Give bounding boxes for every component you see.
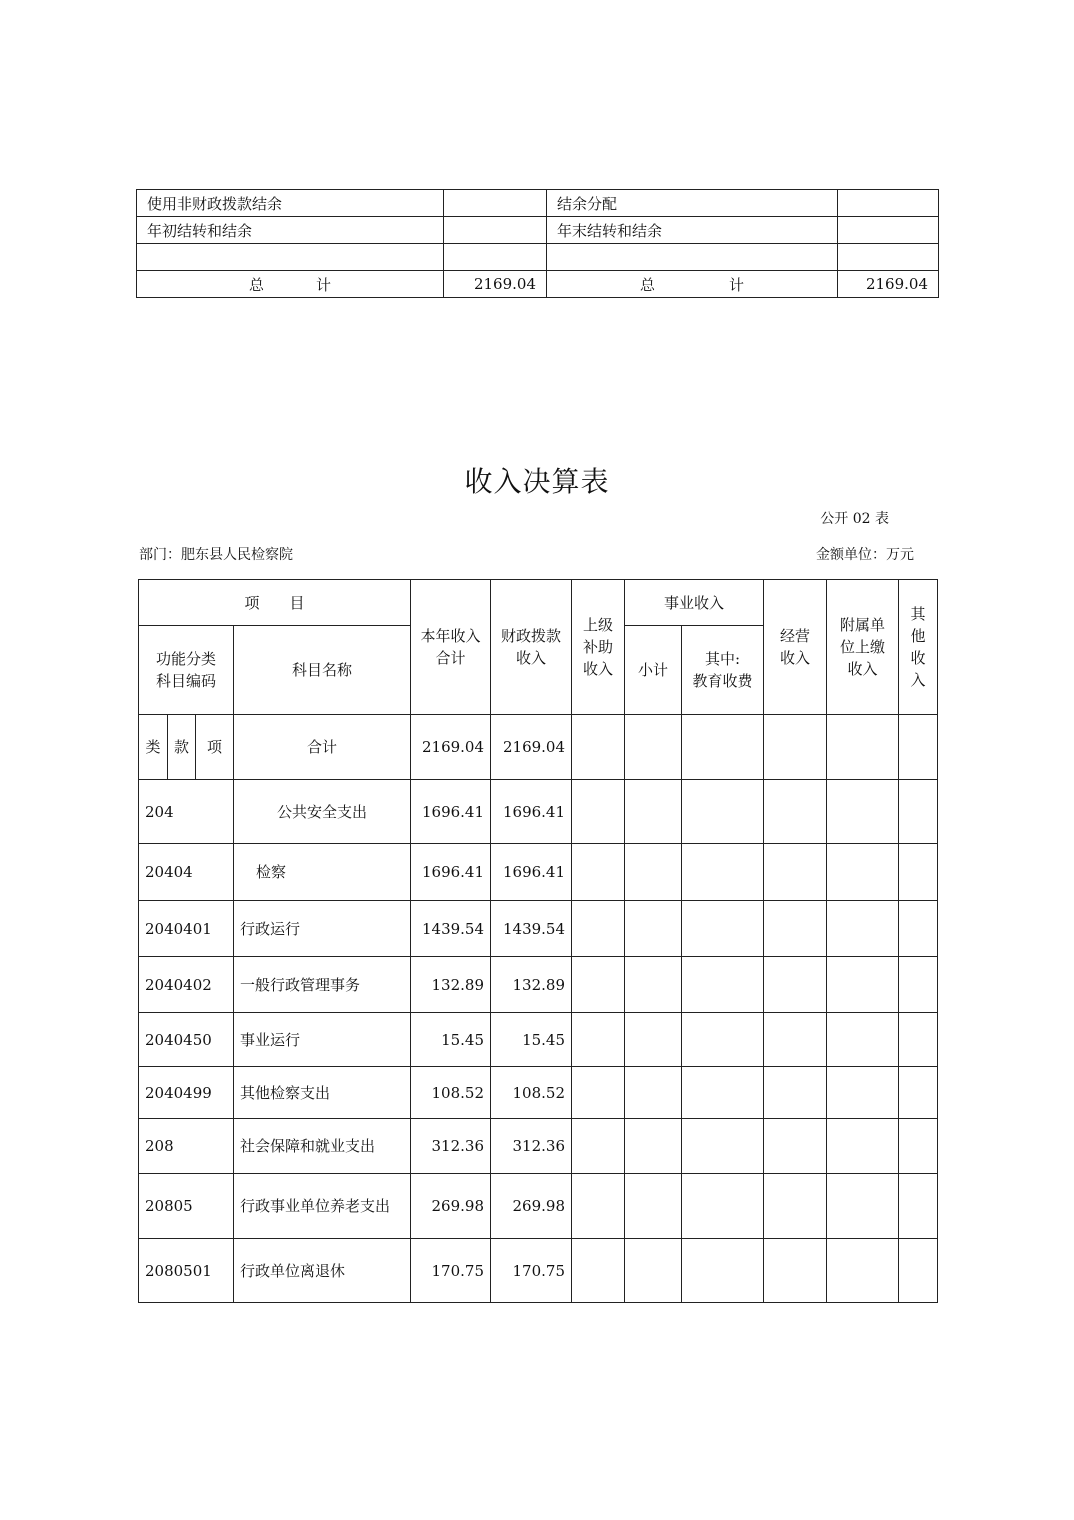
- row-total: 1439.54: [411, 901, 491, 957]
- row-label: 年初结转和结余: [137, 217, 444, 244]
- row-code: 2080501: [139, 1239, 234, 1303]
- row-label: 结余分配: [547, 190, 838, 217]
- header-affiliated-income: 附属单 位上缴 收入: [827, 580, 899, 715]
- total-label: [137, 271, 444, 298]
- row-fiscal: 312.36: [491, 1119, 572, 1174]
- department-label: 部门：肥东县人民检察院: [139, 547, 293, 563]
- row-code: 2040402: [139, 957, 234, 1013]
- row-value: [838, 244, 939, 271]
- row-fiscal: 108.52: [491, 1067, 572, 1119]
- table-row: [137, 217, 939, 244]
- row-value: [838, 190, 939, 217]
- row-name: 事业运行: [234, 1013, 411, 1067]
- table-row: [139, 1174, 938, 1239]
- table-row: [139, 1013, 938, 1067]
- row-code: 208: [139, 1119, 234, 1174]
- row-total: 108.52: [411, 1067, 491, 1119]
- row-value: [838, 217, 939, 244]
- row-fiscal: 132.89: [491, 957, 572, 1013]
- balance-summary-table: [136, 189, 939, 298]
- total-label-char: 总: [639, 275, 655, 294]
- row-fiscal: 170.75: [491, 1239, 572, 1303]
- table-row: [139, 1119, 938, 1174]
- row-code: 204: [139, 780, 234, 844]
- header-fiscal-income: 财政拨款 收入: [491, 580, 572, 715]
- amount-unit-label: 金额单位：万元: [816, 547, 914, 563]
- row-label: 年末结转和结余: [547, 217, 838, 244]
- row-value: [444, 217, 547, 244]
- income-table: [138, 579, 938, 1303]
- header-function-code: 功能分类 科目编码: [139, 626, 234, 715]
- row-fiscal: 15.45: [491, 1013, 572, 1067]
- header-superior-subsidy: 上级 补助 收入: [572, 580, 625, 715]
- row-label: [547, 244, 838, 271]
- table-row: [139, 780, 938, 844]
- row-label: 使用非财政拨款结余: [137, 190, 444, 217]
- row-total: 1696.41: [411, 780, 491, 844]
- row-name: 检察: [234, 844, 411, 901]
- row-name: 公共安全支出: [234, 780, 411, 844]
- table-row: [139, 957, 938, 1013]
- row-fiscal: 269.98: [491, 1174, 572, 1239]
- row-fiscal: 1439.54: [491, 901, 572, 957]
- row-total: 15.45: [411, 1013, 491, 1067]
- table-row: [139, 1239, 938, 1303]
- row-name: 行政事业单位养老支出: [234, 1174, 411, 1239]
- row-code: 2040401: [139, 901, 234, 957]
- row-total: 2169.04: [411, 715, 491, 780]
- page-title: 收入决算表: [464, 465, 610, 498]
- row-total: 170.75: [411, 1239, 491, 1303]
- total-label: [547, 271, 838, 298]
- row-name: 行政运行: [234, 901, 411, 957]
- table-row: [139, 1067, 938, 1119]
- row-label: [137, 244, 444, 271]
- total-value: 2169.04: [838, 271, 939, 298]
- row-code: 20404: [139, 844, 234, 901]
- row-name: 社会保障和就业支出: [234, 1119, 411, 1174]
- row-code: 2040450: [139, 1013, 234, 1067]
- total-label-char: 计: [729, 275, 745, 294]
- header-xiang: 项: [196, 715, 234, 780]
- row-name: 行政单位离退休: [234, 1239, 411, 1303]
- header-other-income: 其 他 收 入: [899, 580, 938, 715]
- header-education-fee: 其中: 教育收费: [682, 626, 764, 715]
- table-row: [139, 844, 938, 901]
- row-name: 一般行政管理事务: [234, 957, 411, 1013]
- header-kuan: 款: [168, 715, 196, 780]
- header-project: 项 目: [139, 580, 411, 626]
- total-label-char: 计: [316, 275, 332, 294]
- header-subject-name: 科目名称: [234, 626, 411, 715]
- table-row: [137, 244, 939, 271]
- header-total-income: 本年收入 合计: [411, 580, 491, 715]
- header-operating-income: 经营 收入: [764, 580, 827, 715]
- total-value: 2169.04: [444, 271, 547, 298]
- row-value: [444, 190, 547, 217]
- row-total: 312.36: [411, 1119, 491, 1174]
- row-fiscal: 1696.41: [491, 844, 572, 901]
- row-total: 1696.41: [411, 844, 491, 901]
- total-label-char: 总: [248, 275, 264, 294]
- row-code: 2040499: [139, 1067, 234, 1119]
- row-name: 合计: [234, 715, 411, 780]
- total-row: [137, 271, 939, 298]
- table-row: [139, 901, 938, 957]
- row-total: 132.89: [411, 957, 491, 1013]
- row-total: 269.98: [411, 1174, 491, 1239]
- header-business-income: 事业收入: [625, 580, 764, 626]
- row-name: 其他检察支出: [234, 1067, 411, 1119]
- row-code: 20805: [139, 1174, 234, 1239]
- row-value: [444, 244, 547, 271]
- row-fiscal: 2169.04: [491, 715, 572, 780]
- form-number: 公开 02 表: [820, 511, 889, 527]
- total-row: [139, 715, 938, 780]
- header-lei: 类: [139, 715, 168, 780]
- header-row: [139, 580, 938, 626]
- table-row: [137, 190, 939, 217]
- row-fiscal: 1696.41: [491, 780, 572, 844]
- header-subtotal: 小计: [625, 626, 682, 715]
